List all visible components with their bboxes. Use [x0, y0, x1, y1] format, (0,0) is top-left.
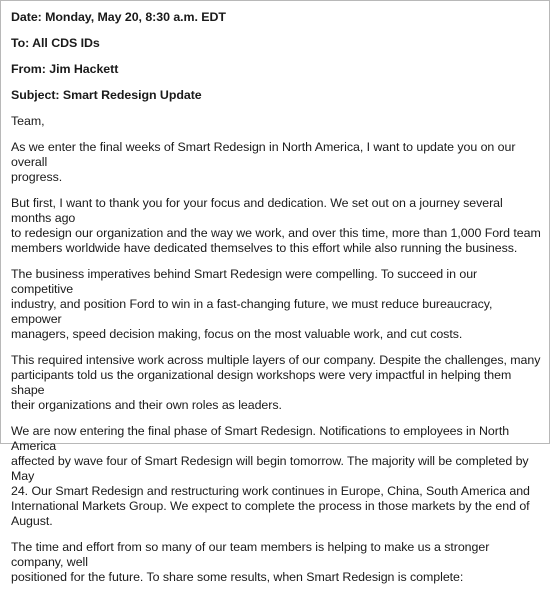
subject-label: Subject: — [11, 88, 60, 102]
from-value: Jim Hackett — [49, 62, 119, 76]
to-value: All CDS IDs — [32, 36, 100, 50]
paragraph-progress: As we enter the final weeks of Smart Redesign in North America, I want to update you on our overall progress. — [11, 140, 516, 184]
paragraph-imperatives: The business imperatives behind Smart Redesign were compelling. To succeed in our competitive industry, and position Ford to win in a fast-changing future, we must reduce bureaucracy, empower managers, speed decision making, focus on the most valuable work, and cut costs. — [11, 267, 493, 341]
memo-from-line — [11, 62, 541, 77]
date-value: Monday, May 20, 8:30 a.m. EDT — [45, 10, 226, 24]
memo-to-line — [11, 36, 541, 51]
paragraph-final-phase: We are now entering the final phase of Smart Redesign. Notifications to employees in North America affected by wave four of Smart Redesign will begin tomorrow. The majority will be completed by May 24. Our Smart Redesign and restructuring work continues in Europe, China, South America and International Markets Group. We expect to complete the process in those markets by the end of August. — [11, 424, 530, 528]
paragraph-intensive-work: This required intensive work across multiple layers of our company. Despite the challenges, many participants told us the organizational design workshops were very impactful in helping them shape their organizations and their own roles as leaders. — [11, 353, 541, 412]
from-label: From: — [11, 62, 46, 76]
memo-subject-line — [11, 88, 541, 103]
paragraph-results: The time and effort from so many of our team members is helping to make us a stronger company, well positioned for the future. To share some results, when Smart Redesign is complete: — [11, 540, 490, 584]
subject-value: Smart Redesign Update — [62, 88, 202, 102]
to-label: To: — [11, 36, 30, 50]
paragraph-thanks: But first, I want to thank you for your focus and dedication. We set out on a journey several months ago to redesign our organization and the way we work, and over this time, more than 1,000 Ford team members worldwide have dedicated themselves to this effort while also running the business. — [11, 196, 541, 255]
memo-date-line — [11, 10, 541, 25]
memo-body — [11, 10, 541, 596]
memo-greeting: Team, — [11, 114, 45, 128]
date-label: Date: — [11, 10, 42, 24]
